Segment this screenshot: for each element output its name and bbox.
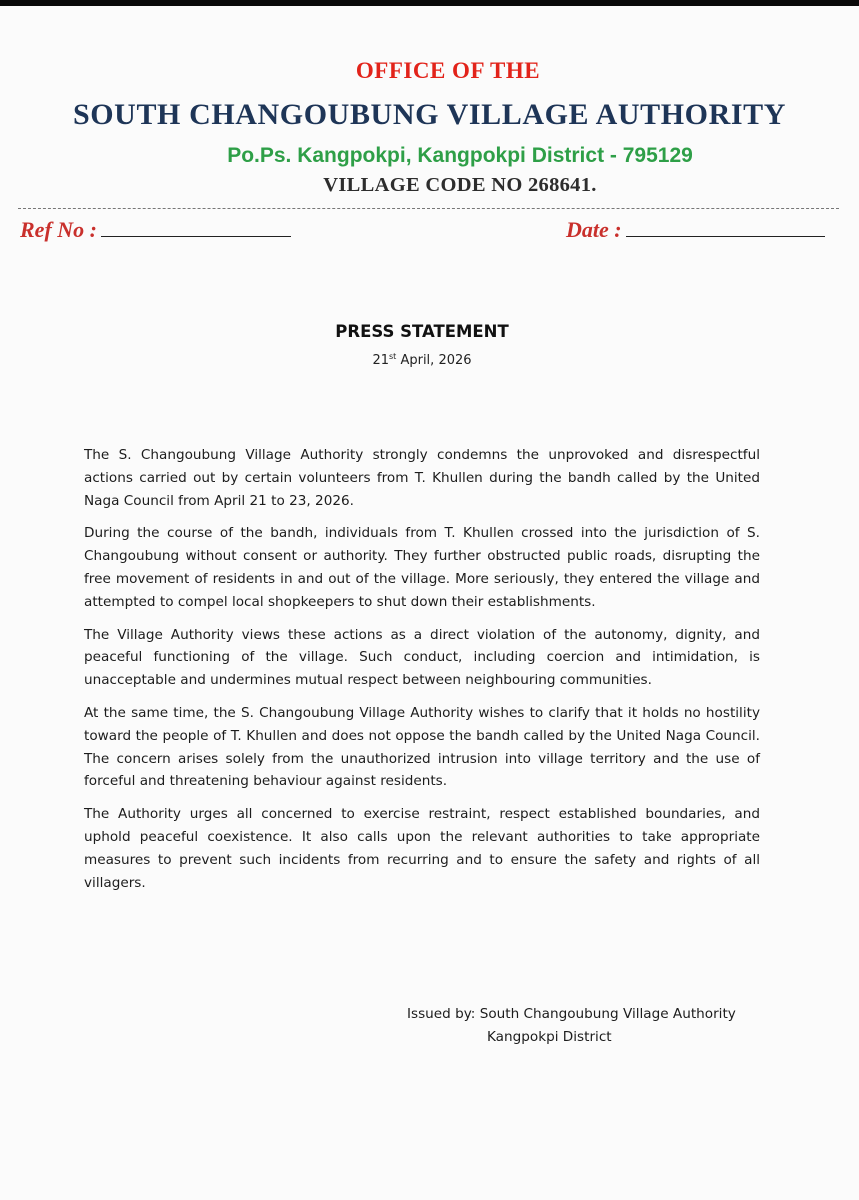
paragraph-5: The Authority urges all concerned to exercise restraint, respect established boundaries, and uphold peaceful coexistence. It also calls upon the relevant authorities to take appropriate measures to prevent such incidents from recurring and to ensure the safety and rights of all villagers. — [84, 806, 760, 891]
authority-name: SOUTH CHANGOUBUNG VILLAGE AUTHORITY — [72, 98, 787, 131]
statement-date — [0, 352, 844, 368]
paragraph-1: The S. Changoubung Village Authority strongly condemns the unprovoked and disrespectful actions carried out by certain volunteers from T. Khullen during the bandh called by the United Naga Council from April 21 to 23, 2026. — [84, 447, 760, 509]
issued-by: Issued by: South Changoubung Village Authority — [407, 1006, 736, 1022]
ref-label: Ref No : — [20, 217, 97, 242]
date-label: Date : — [566, 217, 622, 242]
letterhead-divider — [18, 208, 839, 209]
ref-blank-line — [101, 235, 291, 237]
date-day: 21 — [372, 353, 390, 368]
document-page — [0, 6, 859, 1200]
office-line: OFFICE OF THE — [355, 58, 541, 83]
paragraph-4: At the same time, the S. Changoubung Village Authority wishes to clarify that it holds no hostility toward the people of T. Khullen and does not oppose the bandh called by the United Naga Council. The concern arises solely from the unauthorized intrusion into village territory and the use of forceful and threatening behaviour against residents. — [84, 704, 760, 790]
statement-title: PRESS STATEMENT — [335, 322, 509, 341]
date-blank-line — [626, 235, 825, 237]
paragraph-2: During the course of the bandh, individuals from T. Khullen crossed into the jurisdiction of S. Changoubung without consent or authority. They further obstructed public roads, disrupting the free movement of residents in and out of the village. More seriously, they entered the village and attempted to compel local shopkeepers to shut down their establishments. — [84, 525, 760, 610]
village-code: VILLAGE CODE NO 268641. — [323, 174, 597, 196]
issued-by-block — [407, 1003, 767, 1049]
date-suffix: st — [389, 352, 397, 361]
address-line: Po.Ps. Kangpokpi, Kangpokpi District - 795129 — [227, 144, 693, 167]
paragraph-3: The Village Authority views these actions as a direct violation of the autonomy, dignity, and peaceful functioning of the village. Such conduct, including coercion and intimidation, is unacceptable and undermines mutual respect between neighbouring communities. — [84, 626, 760, 689]
ref-field — [20, 217, 291, 243]
statement-body — [84, 444, 760, 904]
date-field — [566, 217, 825, 243]
date-rest: April, 2026 — [396, 353, 472, 368]
issued-district: Kangpokpi District — [487, 1029, 612, 1045]
